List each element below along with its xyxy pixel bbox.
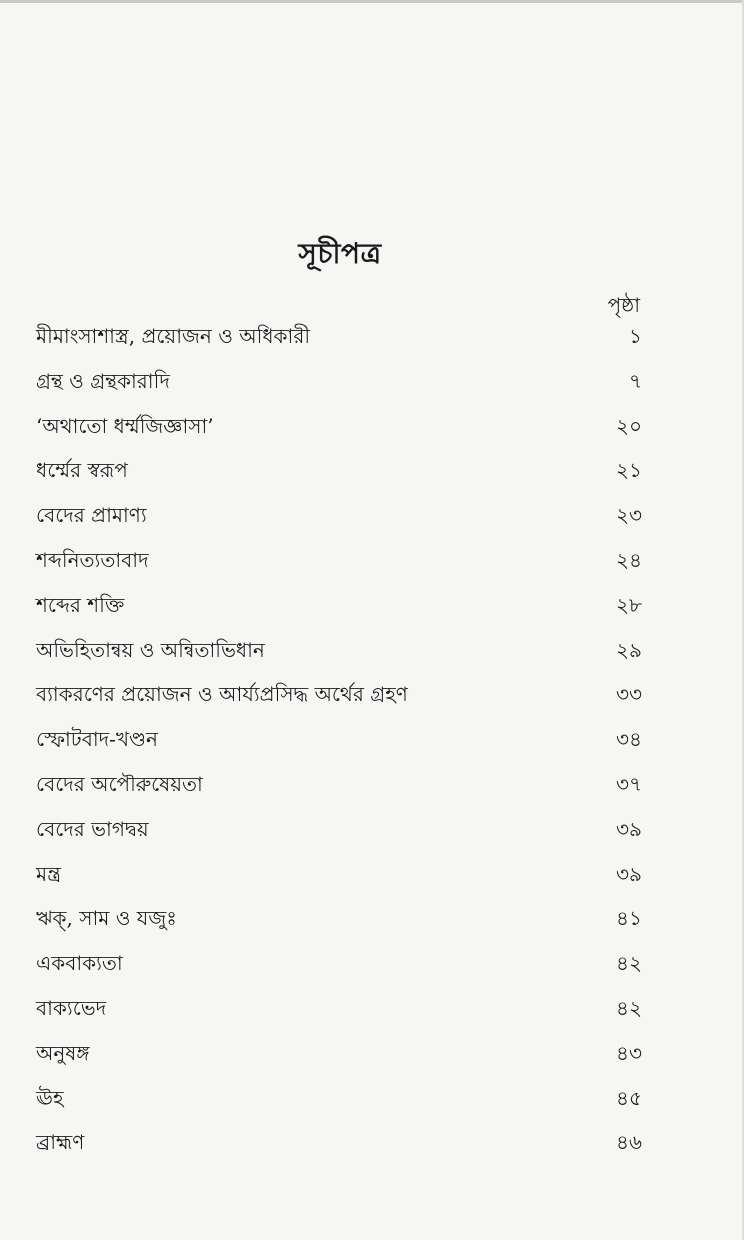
- toc-entry-title: অনুষঙ্গ: [36, 1040, 90, 1065]
- table-of-contents: [36, 322, 642, 1173]
- toc-entry: [36, 367, 642, 412]
- toc-entry-title: ব্রাহ্মণ: [36, 1130, 85, 1155]
- page-column-label: পৃষ্ঠা: [607, 293, 640, 317]
- toc-entry-page-number: ৪২: [616, 995, 642, 1020]
- page-top-edge: [0, 0, 744, 3]
- toc-entry-title: গ্রন্থ ও গ্রন্থকারাদি: [36, 368, 170, 393]
- toc-entry-page-number: ৩৩: [615, 682, 642, 707]
- toc-entry-title: ধর্ম্মের স্বরূপ: [36, 458, 128, 483]
- toc-entry-page-number: ২৪: [616, 547, 642, 572]
- toc-entry: [36, 1039, 642, 1084]
- toc-entry: [36, 501, 642, 546]
- toc-entry-page-number: ৪২: [616, 951, 642, 976]
- toc-entry: [36, 412, 642, 457]
- toc-entry: [36, 546, 642, 591]
- toc-entry-title: একবাক্যতা: [36, 951, 123, 976]
- toc-entry-page-number: ৩৯: [616, 861, 642, 886]
- toc-entry-title: শব্দনিত্যতাবাদ: [36, 547, 149, 572]
- toc-entry-page-number: ৪৩: [616, 1040, 642, 1065]
- toc-entry-page-number: ৭: [628, 368, 642, 393]
- toc-entry: [36, 860, 642, 905]
- toc-entry-page-number: ২৯: [616, 637, 642, 662]
- toc-entry-page-number: ৩৯: [616, 816, 642, 841]
- toc-entry-title: ‘অথাতো ধর্ম্মজিজ্ঞাসা’: [36, 413, 214, 438]
- toc-entry: [36, 1084, 642, 1129]
- toc-entry-page-number: ৩৭: [615, 771, 642, 796]
- toc-entry-page-number: ২৩: [615, 503, 642, 528]
- toc-entry-page-number: ৪১: [616, 906, 642, 931]
- toc-entry-title: স্ফোটবাদ-খণ্ডন: [36, 727, 158, 752]
- toc-entry: [36, 591, 642, 636]
- toc-entry: [36, 680, 642, 725]
- toc-entry: [36, 1128, 642, 1173]
- toc-entry-page-number: ৩৪: [616, 727, 642, 752]
- toc-entry-page-number: ২১: [616, 458, 642, 483]
- toc-entry-page-number: ৪৬: [616, 1130, 642, 1155]
- toc-entry: [36, 725, 642, 770]
- toc-entry-page-number: ২০: [615, 413, 642, 438]
- toc-entry-title: অভিহিতান্বয় ও অন্বিতাভিধান: [36, 637, 265, 662]
- toc-entry-page-number: ৪৫: [616, 1085, 642, 1110]
- toc-entry: [36, 770, 642, 815]
- toc-entry-title: বাক্যভেদ: [36, 995, 107, 1020]
- toc-entry: [36, 456, 642, 501]
- toc-entry-title: মীমাংসাশাস্ত্র, প্রয়োজন ও অধিকারী: [36, 324, 311, 348]
- toc-entry-title: ব্যাকরণের প্রয়োজন ও আর্য্যপ্রসিদ্ধ অর্থের গ্রহণ: [36, 682, 408, 707]
- toc-entry-title: ঋক্, সাম ও যজুঃ: [36, 906, 177, 931]
- toc-entry-title: মন্ত্র: [36, 861, 61, 886]
- toc-entry: [36, 994, 642, 1039]
- toc-entry: [36, 636, 642, 681]
- toc-entry-title: শব্দের শক্তি: [36, 592, 125, 617]
- toc-entry: [36, 815, 642, 860]
- toc-entry-title: বেদের ভাগদ্বয়: [36, 816, 149, 841]
- toc-entry-title: ঊহ: [36, 1085, 64, 1110]
- toc-entry-title: বেদের প্রামাণ্য: [36, 503, 147, 528]
- toc-entry: [36, 322, 642, 367]
- toc-entry: [36, 904, 642, 949]
- toc-entry-page-number: ২৮: [616, 592, 642, 617]
- toc-entry: [36, 949, 642, 994]
- toc-entry-page-number: ১: [629, 324, 642, 348]
- toc-entry-title: বেদের অপৌরুষেয়তা: [36, 771, 203, 796]
- page-title: সূচীপত্র: [298, 237, 382, 270]
